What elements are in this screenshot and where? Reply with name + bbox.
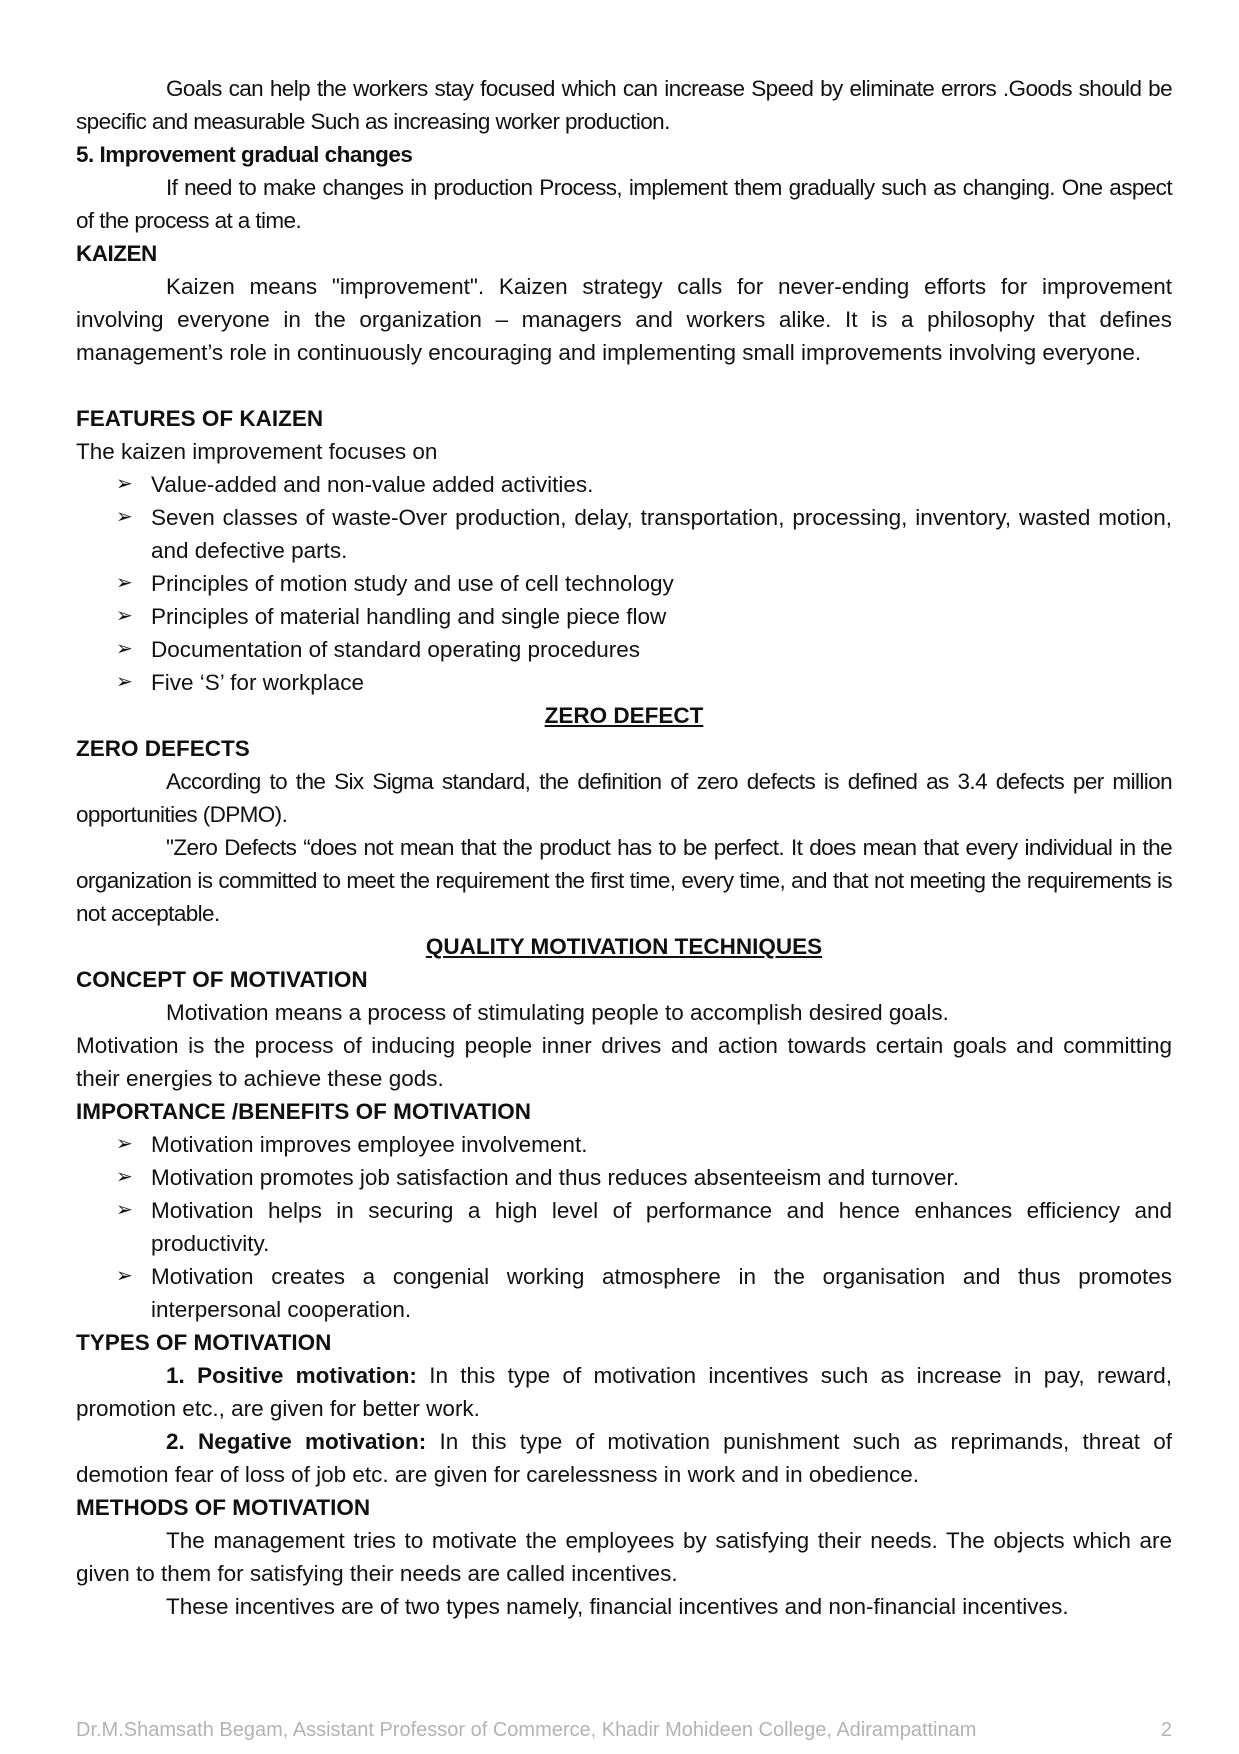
zero-defects-paragraph-2: "Zero Defects “does not mean that the product has to be perfect. It does mean that every individual in the organization is committed to meet the requirement the first time, every time, and that not meeting the requirements is not acceptable. xyxy=(76,835,1172,926)
negative-motivation-paragraph: 2. Negative motivation: In this type of motivation punishment such as reprimands, threat of demotion fear of loss of job etc. are given for carelessness in work and in obedience. xyxy=(76,1429,1172,1487)
arrow-bullet-icon: ➢ xyxy=(116,671,133,693)
types-heading: TYPES OF MOTIVATION xyxy=(76,1330,332,1355)
list-item: ➢ Value-added and non-value added activities. xyxy=(116,468,1172,501)
features-list xyxy=(76,468,1172,699)
list-item: ➢ Five ‘S’ for workplace xyxy=(116,666,1172,699)
concept-heading: CONCEPT OF MOTIVATION xyxy=(76,967,368,992)
arrow-bullet-icon: ➢ xyxy=(116,473,133,495)
list-item: ➢ Principles of material handling and single piece flow xyxy=(116,600,1172,633)
methods-paragraph-1: The management tries to motivate the employees by satisfying their needs. The objects which are given to them for satisfying their needs are called incentives. xyxy=(76,1528,1172,1586)
arrow-bullet-icon: ➢ xyxy=(116,1265,133,1287)
concept-paragraph-2: Motivation is the process of inducing people inner drives and action towards certain goals and committing their energies to achieve these gods. xyxy=(76,1033,1172,1091)
arrow-bullet-icon: ➢ xyxy=(116,1199,133,1221)
zero-defect-title: ZERO DEFECT xyxy=(544,703,704,728)
page-number: 2 xyxy=(1160,1719,1172,1741)
arrow-bullet-icon: ➢ xyxy=(116,605,133,627)
gradual-changes-heading: 5. Improvement gradual changes xyxy=(76,142,413,167)
arrow-bullet-icon: ➢ xyxy=(116,638,133,660)
gradual-changes-paragraph: If need to make changes in production Process, implement them gradually such as changing. One aspect of the process at a time. xyxy=(76,175,1172,233)
page-footer xyxy=(76,1718,1172,1742)
zero-defects-heading: ZERO DEFECTS xyxy=(76,736,250,761)
zero-defects-paragraph-1: According to the Six Sigma standard, the definition of zero defects is defined as 3.4 defects per million opportunities (DPMO). xyxy=(76,769,1172,827)
features-heading: FEATURES OF KAIZEN xyxy=(76,406,324,431)
list-item: ➢ Motivation improves employee involvement. xyxy=(116,1128,1172,1161)
positive-motivation-paragraph: 1. Positive motivation: In this type of motivation incentives such as increase in pay, reward, promotion etc., are given for better work. xyxy=(76,1363,1172,1421)
list-item: ➢ Principles of motion study and use of cell technology xyxy=(116,567,1172,600)
list-item: ➢ Seven classes of waste-Over production, delay, transportation, processing, inventory, wasted motion, and defective parts. xyxy=(116,501,1172,567)
list-item: ➢ Documentation of standard operating procedures xyxy=(116,633,1172,666)
methods-paragraph-2: These incentives are of two types namely, financial incentives and non-financial incentives. xyxy=(166,1594,1069,1619)
arrow-bullet-icon: ➢ xyxy=(116,1133,133,1155)
positive-motivation-label: 1. Positive motivation: xyxy=(166,1363,417,1388)
kaizen-paragraph: Kaizen means "improvement". Kaizen strategy calls for never-ending efforts for improvement involving everyone in the organization – managers and workers alike. It is a philosophy that defines management’s role in continuously encouraging and implementing small improvements involving everyone. xyxy=(76,274,1172,365)
features-lead: The kaizen improvement focuses on xyxy=(76,439,438,464)
section-gap xyxy=(76,369,1172,402)
arrow-bullet-icon: ➢ xyxy=(116,572,133,594)
goals-paragraph: Goals can help the workers stay focused which can increase Speed by eliminate errors .Goods should be specific and measurable Such as increasing worker production. xyxy=(76,76,1172,134)
motivation-techniques-title: QUALITY MOTIVATION TECHNIQUES xyxy=(425,934,823,959)
negative-motivation-label: 2. Negative motivation: xyxy=(166,1429,427,1454)
footer-author: Dr.M.Shamsath Begam, Assistant Professor of Commerce, Khadir Mohideen College, Adirampattinam xyxy=(76,1719,977,1741)
concept-paragraph-1: Motivation means a process of stimulating people to accomplish desired goals. xyxy=(166,1000,949,1025)
methods-heading: METHODS OF MOTIVATION xyxy=(76,1495,371,1520)
importance-heading: IMPORTANCE /BENEFITS OF MOTIVATION xyxy=(76,1099,531,1124)
arrow-bullet-icon: ➢ xyxy=(116,506,133,528)
list-item: ➢ Motivation helps in securing a high level of performance and hence enhances efficiency and productivity. xyxy=(116,1194,1172,1260)
list-item: ➢ Motivation promotes job satisfaction and thus reduces absenteeism and turnover. xyxy=(116,1161,1172,1194)
document-page xyxy=(76,72,1172,1623)
importance-list xyxy=(76,1128,1172,1326)
arrow-bullet-icon: ➢ xyxy=(116,1166,133,1188)
list-item: ➢ Motivation creates a congenial working atmosphere in the organisation and thus promotes interpersonal cooperation. xyxy=(116,1260,1172,1326)
kaizen-heading: KAIZEN xyxy=(76,241,157,266)
